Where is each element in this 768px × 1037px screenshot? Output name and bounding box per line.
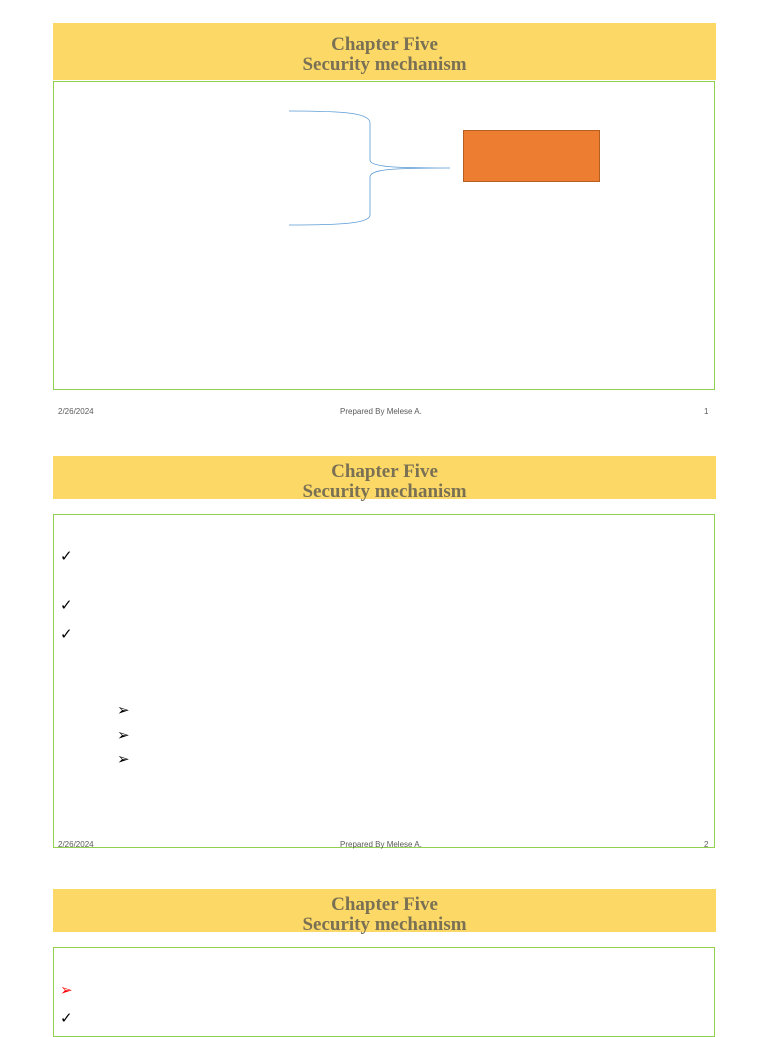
chapter-title: Chapter Five bbox=[331, 34, 438, 55]
footer-date: 2/26/2024 bbox=[58, 840, 94, 849]
footer-author: Prepared By Melese A. bbox=[340, 840, 422, 849]
orange-rectangle-shape bbox=[463, 130, 600, 182]
checkmark-bullet-icon: ✓ bbox=[60, 547, 73, 565]
slide-title-band bbox=[53, 23, 716, 80]
checkmark-bullet-icon: ✓ bbox=[60, 596, 73, 614]
footer-page-number: 1 bbox=[704, 407, 709, 416]
checkmark-bullet-icon: ✓ bbox=[60, 1009, 73, 1027]
section-title: Security mechanism bbox=[302, 481, 467, 502]
chapter-title: Chapter Five bbox=[331, 461, 438, 482]
red-arrow-bullet-icon: ➢ bbox=[60, 981, 73, 999]
section-title: Security mechanism bbox=[302, 914, 467, 935]
arrow-bullet-icon: ➢ bbox=[117, 726, 130, 744]
arrow-bullet-icon: ➢ bbox=[117, 750, 130, 768]
footer-date: 2/26/2024 bbox=[58, 407, 94, 416]
chapter-title: Chapter Five bbox=[331, 894, 438, 915]
footer-page-number: 2 bbox=[704, 840, 709, 849]
slide-title-band bbox=[53, 456, 716, 502]
slide-title-band bbox=[53, 889, 716, 935]
checkmark-bullet-icon: ✓ bbox=[60, 625, 73, 643]
slide-content-box bbox=[53, 514, 715, 848]
arrow-bullet-icon: ➢ bbox=[117, 701, 130, 719]
curly-brace-shape bbox=[285, 105, 455, 230]
footer-author: Prepared By Melese A. bbox=[340, 407, 422, 416]
section-title: Security mechanism bbox=[302, 54, 467, 75]
